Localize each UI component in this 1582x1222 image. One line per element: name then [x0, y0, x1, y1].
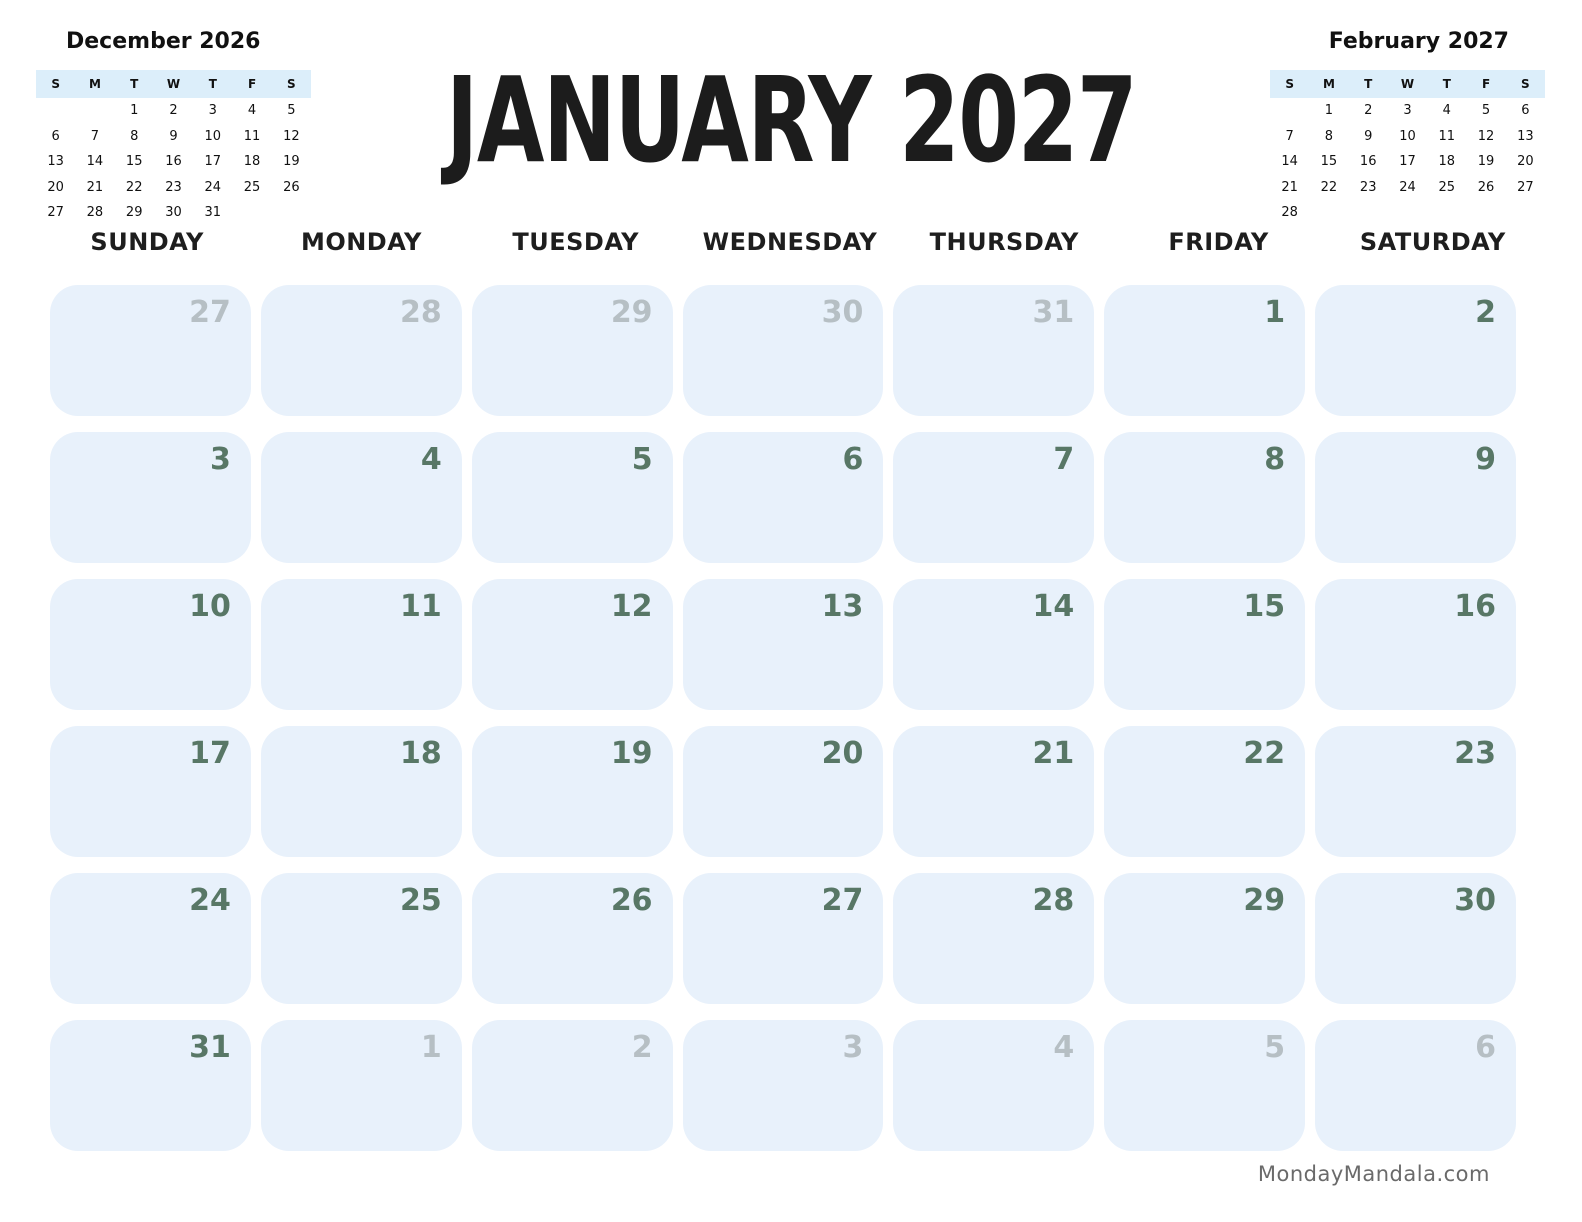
day-number: 9 — [1475, 442, 1496, 477]
day-cell[interactable] — [1104, 726, 1305, 857]
mini-day: 4 — [247, 103, 257, 118]
mini-day: 11 — [243, 128, 261, 144]
day-number: 27 — [189, 295, 231, 330]
day-cell[interactable] — [1104, 1020, 1305, 1151]
mini-day: 14 — [1281, 154, 1298, 169]
weekday-label-friday: FRIDAY — [1168, 228, 1269, 256]
weekday-label-monday: MONDAY — [300, 228, 422, 256]
mini-day — [1427, 200, 1466, 226]
mini-day: 31 — [204, 205, 222, 220]
day-number: 20 — [821, 736, 864, 771]
day-number: 4 — [1053, 1030, 1075, 1065]
day-cell[interactable] — [261, 726, 462, 857]
day-cell[interactable] — [50, 285, 251, 416]
mini-day: 30 — [165, 205, 182, 220]
mini-weekday-label: S — [1285, 77, 1294, 91]
day-cell[interactable] — [1104, 873, 1305, 1004]
mini-day: 9 — [1364, 128, 1373, 144]
mini-day: 14 — [86, 154, 104, 169]
mini-day: 17 — [204, 154, 222, 169]
mini-day: 21 — [1281, 179, 1298, 195]
mini-calendar-next — [1270, 28, 1545, 226]
mini-day: 26 — [1477, 179, 1495, 195]
day-cell[interactable] — [1315, 873, 1516, 1004]
mini-weekday-label: F — [247, 77, 257, 91]
day-cell[interactable] — [683, 579, 884, 710]
mini-day: 6 — [51, 128, 60, 144]
mini-day — [1309, 200, 1348, 226]
mini-day: 25 — [243, 179, 261, 195]
day-cell[interactable] — [50, 432, 251, 563]
day-cell[interactable] — [472, 432, 673, 563]
mini-day: 2 — [1364, 103, 1373, 118]
mini-calendar-title: December 2026 — [66, 29, 261, 54]
mini-weekday-label: T — [1364, 77, 1373, 91]
day-cell[interactable] — [893, 873, 1094, 1004]
mini-day: 4 — [1442, 103, 1451, 118]
mini-day: 23 — [165, 179, 182, 195]
mini-weekday-label: S — [287, 77, 296, 91]
mini-day: 21 — [86, 179, 104, 195]
mini-day: 13 — [1517, 128, 1534, 144]
day-number: 3 — [209, 442, 231, 477]
mini-day: 3 — [208, 103, 217, 118]
mini-calendar-title: February 2027 — [1328, 29, 1509, 54]
day-number: 4 — [420, 442, 442, 477]
mini-day: 12 — [1477, 128, 1495, 144]
mini-day — [75, 98, 114, 124]
day-cell[interactable] — [1315, 579, 1516, 710]
day-number: 22 — [1243, 736, 1286, 771]
mini-weekday-label: T — [208, 77, 217, 91]
day-number: 12 — [610, 589, 653, 624]
day-number: 2 — [1475, 295, 1496, 330]
day-cell[interactable] — [472, 285, 673, 416]
day-number: 24 — [189, 883, 231, 918]
day-cell[interactable] — [261, 873, 462, 1004]
mini-weekday-label: T — [130, 77, 139, 91]
day-cell[interactable] — [893, 432, 1094, 563]
day-number: 1 — [420, 1030, 442, 1065]
month-title: JANUARY 2027 — [445, 51, 1137, 189]
day-number: 19 — [610, 736, 653, 771]
mini-day: 26 — [283, 179, 300, 195]
day-number: 6 — [1475, 1030, 1496, 1065]
mini-weekday-header — [1270, 70, 1545, 98]
day-cell[interactable] — [261, 285, 462, 416]
day-cell[interactable] — [683, 285, 884, 416]
day-number: 5 — [631, 442, 653, 477]
day-cell[interactable] — [261, 579, 462, 710]
mini-day — [1349, 200, 1388, 226]
weekday-label-tuesday: TUESDAY — [512, 228, 640, 256]
day-cell[interactable] — [683, 873, 884, 1004]
day-cell[interactable] — [472, 726, 673, 857]
mini-day: 20 — [1517, 154, 1534, 169]
mini-day: 28 — [1281, 205, 1298, 220]
mini-day: 24 — [204, 179, 222, 195]
mini-day: 19 — [1477, 154, 1495, 169]
mini-day: 27 — [47, 205, 64, 220]
mini-day — [1388, 200, 1427, 226]
day-cell[interactable] — [683, 1020, 884, 1151]
day-cell[interactable] — [50, 726, 251, 857]
mini-day — [1466, 200, 1505, 226]
day-number: 31 — [1032, 295, 1075, 330]
mini-day: 8 — [1324, 128, 1334, 144]
day-number: 28 — [1032, 883, 1075, 918]
day-cell[interactable] — [683, 432, 884, 563]
mini-day — [1506, 200, 1545, 226]
weekday-label-wednesday: WEDNESDAY — [702, 228, 878, 256]
weekday-label-thursday: THURSDAY — [929, 228, 1079, 256]
day-number: 8 — [1264, 442, 1286, 477]
day-cell[interactable] — [1104, 432, 1305, 563]
day-number: 6 — [842, 442, 864, 477]
mini-day: 19 — [283, 154, 300, 169]
mini-day: 8 — [130, 128, 139, 144]
day-number: 10 — [189, 589, 231, 624]
day-number: 1 — [1264, 295, 1286, 330]
day-cell[interactable] — [50, 579, 251, 710]
mini-day — [272, 200, 311, 226]
mini-day — [232, 200, 271, 226]
mini-day: 2 — [169, 103, 178, 118]
weekday-label-sunday: SUNDAY — [90, 228, 204, 256]
day-number: 30 — [821, 295, 864, 330]
mini-day: 9 — [169, 128, 178, 144]
mini-weekday-label: M — [88, 77, 101, 91]
mini-day: 24 — [1399, 179, 1416, 195]
day-number: 21 — [1032, 736, 1075, 771]
mini-day: 10 — [1399, 128, 1416, 144]
mini-weekday-label: W — [166, 77, 181, 91]
mini-day: 15 — [125, 154, 143, 169]
day-cell[interactable] — [1315, 432, 1516, 563]
mini-day: 18 — [1438, 154, 1456, 169]
mini-day: 18 — [243, 154, 261, 169]
day-number: 5 — [1264, 1030, 1286, 1065]
day-cell[interactable] — [893, 1020, 1094, 1151]
day-cell[interactable] — [683, 726, 884, 857]
day-number: 3 — [842, 1030, 864, 1065]
mini-day: 5 — [287, 103, 296, 118]
mini-day-grid — [1270, 98, 1545, 226]
mini-weekday-label: W — [1400, 77, 1415, 91]
mini-day: 12 — [283, 128, 300, 144]
day-cell[interactable] — [472, 1020, 673, 1151]
weekday-header-row — [40, 228, 1540, 256]
day-cell[interactable] — [1315, 726, 1516, 857]
day-cell[interactable] — [1104, 285, 1305, 416]
mini-day: 10 — [204, 128, 222, 144]
day-cell[interactable] — [472, 873, 673, 1004]
watermark-url: MondayMandala.com — [1257, 1162, 1490, 1186]
day-number: 15 — [1243, 589, 1286, 624]
day-number: 18 — [399, 736, 442, 771]
weekday-label-saturday: SATURDAY — [1359, 228, 1506, 256]
mini-day: 1 — [1324, 103, 1334, 118]
day-cell[interactable] — [50, 1020, 251, 1151]
mini-day: 16 — [1359, 154, 1377, 169]
day-number: 14 — [1032, 589, 1075, 624]
mini-day — [1270, 98, 1309, 124]
day-number: 11 — [399, 589, 442, 624]
mini-day: 3 — [1403, 103, 1412, 118]
day-number: 16 — [1454, 589, 1496, 624]
day-number: 17 — [189, 736, 231, 771]
mini-weekday-label: F — [1481, 77, 1491, 91]
mini-day: 25 — [1438, 179, 1456, 195]
mini-day: 29 — [125, 205, 143, 220]
mini-weekday-label: S — [1521, 77, 1530, 91]
mini-day: 15 — [1320, 154, 1338, 169]
day-cell[interactable] — [893, 579, 1094, 710]
day-number: 2 — [631, 1030, 653, 1065]
mini-day: 22 — [125, 179, 143, 195]
day-cell[interactable] — [893, 726, 1094, 857]
day-number: 31 — [189, 1030, 231, 1065]
day-number: 29 — [1243, 883, 1286, 918]
mini-day: 7 — [1285, 128, 1294, 144]
day-cell[interactable] — [50, 873, 251, 1004]
day-number: 25 — [399, 883, 442, 918]
mini-day: 6 — [1521, 103, 1530, 118]
mini-weekday-label: M — [1322, 77, 1335, 91]
mini-day: 28 — [86, 205, 104, 220]
day-number: 28 — [399, 295, 442, 330]
day-number: 7 — [1053, 442, 1075, 477]
day-cell[interactable] — [1104, 579, 1305, 710]
mini-day: 23 — [1359, 179, 1377, 195]
mini-day: 11 — [1438, 128, 1456, 144]
day-cell[interactable] — [893, 285, 1094, 416]
mini-weekday-label: S — [51, 77, 60, 91]
mini-day: 17 — [1399, 154, 1416, 169]
day-number: 26 — [610, 883, 653, 918]
mini-day — [36, 98, 75, 124]
mini-day: 13 — [47, 154, 64, 169]
day-cell[interactable] — [261, 432, 462, 563]
day-cell[interactable] — [1315, 1020, 1516, 1151]
day-number: 13 — [821, 589, 864, 624]
day-number: 30 — [1454, 883, 1496, 918]
mini-day: 5 — [1481, 103, 1491, 118]
mini-weekday-label: T — [1442, 77, 1451, 91]
day-cell[interactable] — [472, 579, 673, 710]
day-cell[interactable] — [1315, 285, 1516, 416]
day-number: 27 — [821, 883, 864, 918]
mini-day: 22 — [1320, 179, 1338, 195]
mini-day: 16 — [165, 154, 182, 169]
mini-day: 27 — [1517, 179, 1534, 195]
mini-day: 1 — [130, 103, 139, 118]
mini-day: 7 — [90, 128, 100, 144]
calendar-grid — [50, 285, 1516, 1151]
day-cell[interactable] — [261, 1020, 462, 1151]
mini-day: 20 — [47, 179, 64, 195]
day-number: 29 — [610, 295, 653, 330]
day-number: 23 — [1454, 736, 1496, 771]
